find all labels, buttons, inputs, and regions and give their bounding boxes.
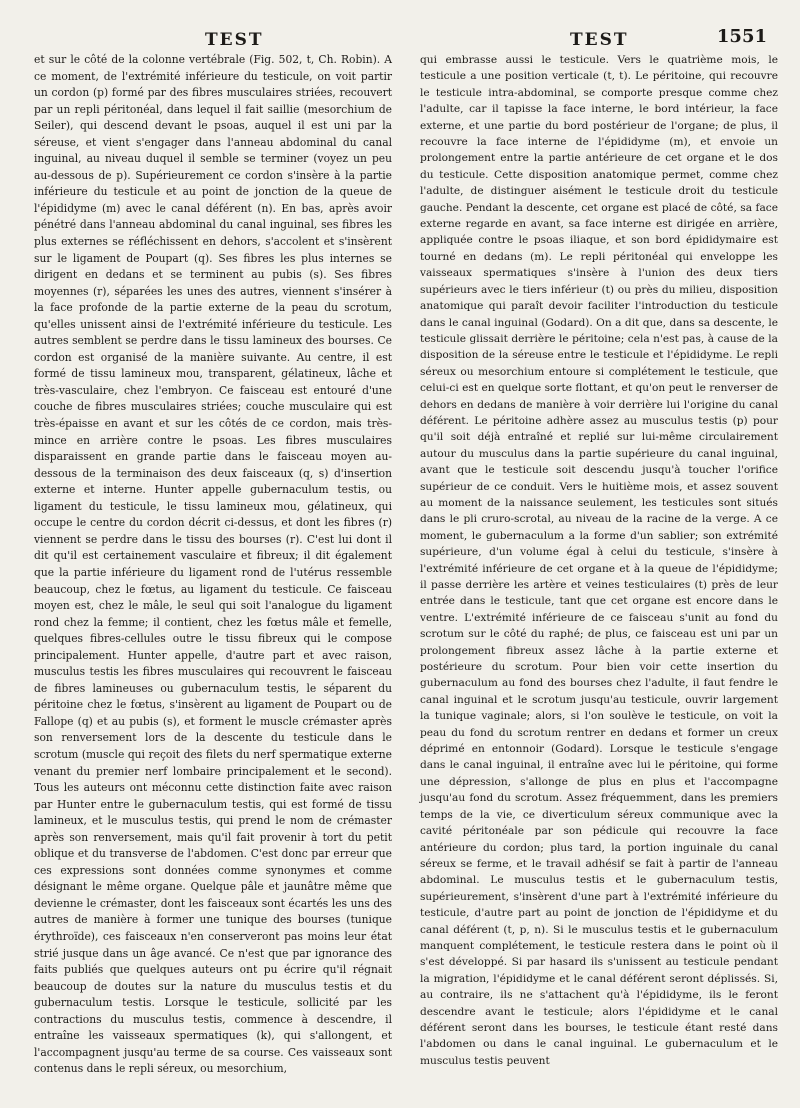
running-head [0,20,800,50]
right-column-text: qui embrasse aussi le testicule. Vers le quatrième mois, le testicule a une position verticale (t, t). Le péritoine, qui recouvre le testicule intra-abdominal, se comporte presque comme chez l'adulte, car il tapisse la face interne, le bord intérieur, la face externe, et une partie du bord postérieur de l'organe; de plus, il recouvre la face interne de l'épididyme (m), et envoie un prolongement entre la partie antérieure de cet organe et le dos du testicule. Cette disposition anatomique permet, comme chez l'adulte, de distinguer aisément le testicule droit du testicule gauche. Pendant la descente, cet organe est placé de côté, sa face externe regarde en avant, sa face interne est dirigée en arrière, appliquée contre le psoas iliaque, et son bord épididymaire est tourné en dedans (m). Le repli péritonéal qui enveloppe les vaisseaux spermatiques s'insère à l'union des deux tiers supérieurs avec le tiers inférieur (t) ou près du milieu, disposition anatomique qui paraît devoir faciliter l'introduction du testicule dans le canal inguinal (Godard). On a dit que, dans sa descente, le testicule glissait derrière le péritoine; cela n'est pas, à cause de la disposition de la séreuse entre le testicule et l'épididyme. Le repli séreux ou mesorchium entoure si complétement le testicule, que celui-ci est en quelque sorte flottant, et qu'on peut le renverser de dehors en dedans de manière à voir derrière lui l'origine du canal déférent. Le péritoine adhère assez au musculus testis (p) pour qu'il soit déjà entraîné et replié sur lui-même circulairement autour du musculus dans la partie supérieure du canal inguinal, avant que le testicule soit descendu jusqu'à toucher l'orifice supérieur de ce conduit. Vers le huitième mois, et assez souvent au moment de la naissance seulement, les testicules sont situés dans le pli cruro-scrotal, au niveau de la racine de la verge. A ce moment, le gubernaculum a la forme d'un sablier; son extrémité supérieure, d'un volume égal à celui du testicule, s'insère à l'extrémité inférieure de cet organe et à la queue de l'épididyme; il passe derrière les artère et veines testiculaires (t) près de leur entrée dans le testicule, tant que cet organe est encore dans le ventre. L'extrémité inférieure de ce faisceau s'unit au fond du scrotum sur le côté du raphé; de plus, ce faisceau est uni par un prolongement fibreux assez lâche à la partie externe et postérieure du scrotum. Pour bien voir cette insertion du gubernaculum au fond des bourses chez l'adulte, il faut fendre le canal inguinal et le scrotum jusqu'au testicule, ouvrir largement la tunique vaginale; alors, si l'on soulève le testicule, on voit la peau du fond du scrotum rentrer en dedans et former un creux déprimé en entonnoir (Godard). Lorsque le testicule s'engage dans le canal inguinal, il entraîne avec lui le péritoine, qui forme une dépression, s'allonge de plus en plus et l'accompagne jusqu'au fond du scrotum. Assez fréquemment, dans les premiers temps de la vie, ce diverticulum séreux communique avec la cavité péritonéale par son pédicule qui recouvre la face antérieure du cordon; plus tard, la portion inguinale du canal séreux se ferme, et le travail adhésif se fait à partir de l'anneau abdominal. Le musculus testis et le gubernaculum testis, supérieurement, s'insèrent d'une part à l'extrémité inférieure du testicule, d'autre part au point de jonction de l'épididyme et du canal déférent (t, p, n). Si le musculus testis et le gubernaculum manquent complétement, le testicule restera dans le point où il s'est développé. Si par hasard ils s'unissent au testicule pendant la migration, l'épididyme et le canal déférent seront déplissés. Si, au contraire, ils ne s'attachent qu'à l'épididyme, ils le feront descendre avant le testicule; alors l'épididyme et le canal déférent seront dans les bourses, le testicule étant resté dans l'abdomen ou dans le canal inguinal. Le gubernaculum et le musculus testis peuvent [420,54,778,1067]
right-column [420,52,778,1069]
left-column-text: et sur le côté de la colonne vertébrale (Fig. 502, t, Ch. Robin). A ce moment, de l'extrémité inférieure du testicule, on voit partir un cordon (p) formé par des fibres musculaires striées, recouvert par un repli péritonéal, dans lequel il fait saillie (mesorchium de Seiler), qui descend devant le psoas, auquel il est uni par la séreuse, et vient s'engager dans l'anneau abdominal du canal inguinal, au niveau duquel il semble se terminer (voyez un peu au-dessous de p). Supérieurement ce cordon s'insère à la partie inférieure du testicule et au point de jonction de la queue de l'épididyme (m) avec le canal déférent (n). En bas, après avoir pénétré dans l'anneau abdominal du canal inguinal, ses fibres les plus externes se réfléchissent en dehors, s'accolent et s'insèrent sur le ligament de Poupart (q). Ses fibres les plus internes se dirigent en dedans et se terminent au pubis (s). Ses fibres moyennes (r), séparées les unes des autres, viennent s'insérer à la face profonde de la partie externe de la peau du scrotum, qu'elles unissent ainsi de l'extrémité inférieure du testicule. Les autres semblent se perdre dans le tissu lamineux des bourses. Ce cordon est organisé de la manière suivante. Au centre, il est formé de tissu lamineux mou, transparent, gélatineux, lâche et très-vasculaire, chez l'embryon. Ce faisceau est entouré d'une couche de fibres musculaires striées; couche musculaire qui est très-épaisse en avant et sur les côtés de ce cordon, mais très-mince en arrière contre le psoas. Les fibres musculaires disparaissent en grande partie dans le faisceau moyen au-dessous de la terminaison des deux faisceaux (q, s) d'insertion externe et interne. Hunter appelle gubernaculum testis, ou ligament du testicule, le tissu lamineux mou, gélatineux, qui occupe le centre du cordon décrit ci-dessus, et dont les fibres (r) viennent se perdre dans le tissu des bourses (r). C'est lui dont il dit qu'il est certainement vasculaire et fibreux; il dit également que la partie inférieure du ligament rond de l'utérus ressemble beaucoup, chez le fœtus, au ligament du testicule. Ce faisceau moyen est, chez le mâle, le seul qui soit l'analogue du ligament rond chez la femme; il contient, chez les fœtus mâle et femelle, quelques fibres-cellules outre le tissu fibreux qui le compose principalement. Hunter appelle, d'autre part et avec raison, musculus testis les fibres musculaires qui recouvrent le faisceau de fibres lamineuses ou gubernaculum testis, le séparent du péritoine chez le fœtus, s'insèrent au ligament de Poupart ou de Fallope (q) et au pubis (s), et forment le muscle crémaster après son renversement lors de la descente du testicule dans le scrotum (muscle qui reçoit des filets du nerf spermatique externe venant du premier nerf lombaire principalement et le second). Tous les auteurs ont méconnu cette distinction faite avec raison par Hunter entre le gubernaculum testis, qui est formé de tissu lamineux, et le musculus testis, qui prend le nom de crémaster après son renversement, mais qu'il fait provenir à tort du petit oblique et du transverse de l'abdomen. C'est donc par erreur que ces expressions sont données comme synonymes et comme désignant le même organe. Quelque pâle et jaunâtre même que devienne le crémaster, dont les faisceaux sont écartés les uns des autres de manière à former une tunique des bourses (tunique érythroïde), ces faisceaux n'en conserveront pas moins leur état strié jusque dans un âge avancé. Ce n'est que par ignorance des faits publiés que quelques auteurs ont pu écrire qu'il régnait beaucoup de doutes sur la nature du musculus testis et du gubernaculum testis. Lorsque le testicule, sollicité par les contractions du musculus testis, commence à descendre, il entraîne les vaisseaux spermatiques (k), qui s'allongent, et l'accompagnent jusqu'au terme de sa course. Ces vaisseaux sont contenus dans le repli séreux, ou mesorchium, [34,53,392,1076]
left-column [34,52,392,1078]
running-title-left: TEST [205,30,264,50]
page-number: 1551 [716,26,767,47]
running-title-right: TEST [570,30,629,50]
